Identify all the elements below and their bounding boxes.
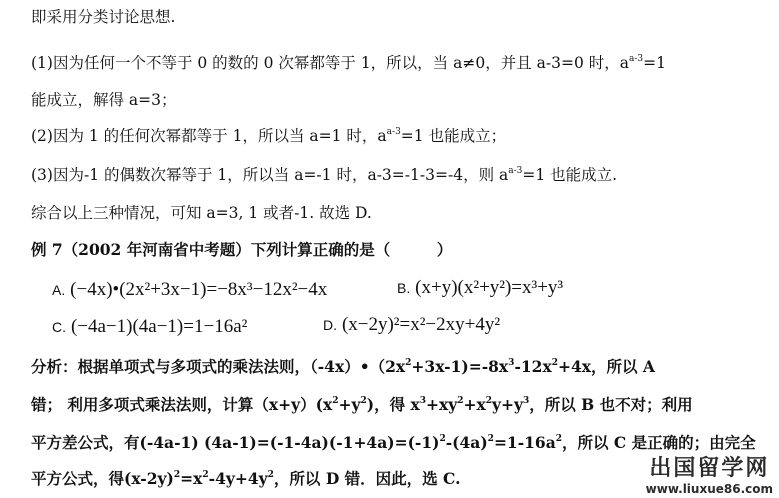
line-conclusion: 综合以上三种情况，可知 a=3, 1 或者-1. 故选 D. xyxy=(31,204,372,222)
exponent: 2 xyxy=(173,470,181,480)
analysis-text: ，所以 B 也不对；利用 xyxy=(529,395,693,414)
watermark-logo xyxy=(646,456,773,496)
analysis-text: +x xyxy=(463,395,486,414)
exponent: 2 xyxy=(487,434,494,444)
analysis-text: )，得 x xyxy=(366,395,420,414)
analysis-text: 错； 利用多项式乘法法则，计算（x+y）(x xyxy=(31,395,333,414)
exponent: 2 xyxy=(267,470,274,480)
analysis-text: +xy xyxy=(426,395,458,414)
exponent: 2 xyxy=(485,396,493,406)
analysis-text: 平方公式，得(x-2y) xyxy=(31,469,174,488)
analysis-text: -12x xyxy=(514,357,552,376)
exponent: 2 xyxy=(360,396,367,406)
case-2-text: (2)因为 1 的任何次幂都等于 1，所以当 a=1 时，a xyxy=(31,127,387,145)
analysis-text: 平方差公式，有(-4a-1) (4a-1)=(-1-4a)(-1+4a)=(-1) xyxy=(31,433,440,452)
option-a-expr: (−4x)•(2x²+3x−1)=−8x³−12x²−4x xyxy=(70,279,328,300)
exponent: a-3 xyxy=(386,127,401,137)
option-d-label: D. xyxy=(323,317,337,333)
option-a xyxy=(52,280,327,300)
watermark-title: 出国留学网 xyxy=(649,456,770,481)
exponent: 2 xyxy=(405,358,412,368)
analysis-text: ，所以 C 是正确的；由完全 xyxy=(562,433,756,452)
option-d xyxy=(323,315,500,335)
exponent: a-3 xyxy=(508,166,523,176)
option-c-expr: (−4a−1)(4a−1)=1−16a² xyxy=(70,316,248,337)
example-7-title: 例 7（2002 年河南省中考题）下列计算正确的是（ ） xyxy=(31,240,453,259)
option-d-expr: (x−2y)²=x²−2xy+4y² xyxy=(341,314,501,335)
case-1-end: =1 xyxy=(643,54,666,72)
option-b xyxy=(397,278,563,298)
analysis-line-3 xyxy=(31,433,756,453)
exponent: 2 xyxy=(551,358,558,368)
case-3-text: (3)因为-1 的偶数次幂等于 1，所以当 a=-1 时，a-3=-1-3=-4，则 a xyxy=(31,166,509,184)
line-case-2 xyxy=(31,126,506,146)
analysis-text: +4x，所以 A xyxy=(557,357,655,376)
case-2-end: =1 也能成立； xyxy=(400,127,507,145)
analysis-text: 分析：根据单项式与多项式的乘法法则，（-4x）•（2x xyxy=(31,357,406,376)
exponent: 2 xyxy=(439,434,446,444)
analysis-text: =1-16a xyxy=(493,433,556,452)
watermark-url: www.liuxue86.com xyxy=(645,482,773,496)
option-c xyxy=(52,317,247,337)
line-case-3 xyxy=(31,165,617,185)
analysis-text: ，所以 D 错．因此，选 C. xyxy=(273,469,461,488)
analysis-text: +3x-1)=-8x xyxy=(411,357,509,376)
analysis-text: +y xyxy=(338,395,361,414)
analysis-text: -4y+4y xyxy=(208,469,268,488)
option-c-label: C. xyxy=(52,319,66,335)
option-b-label: B. xyxy=(397,280,411,296)
exponent: a-3 xyxy=(628,54,644,64)
exponent: 2 xyxy=(555,434,563,444)
analysis-text: =x xyxy=(180,469,203,488)
exponent: 3 xyxy=(523,396,530,406)
line-intro: 即采用分类讨论思想. xyxy=(31,8,176,26)
exponent: 3 xyxy=(419,396,426,406)
case-3-end: =1 也能成立. xyxy=(522,166,618,184)
exponent: 2 xyxy=(457,396,464,406)
analysis-text: y+y xyxy=(492,395,524,414)
analysis-line-1 xyxy=(31,357,655,377)
analysis-text: -(4a) xyxy=(445,433,488,452)
exponent: 2 xyxy=(332,396,339,406)
exponent: 3 xyxy=(508,358,515,368)
exponent: 2 xyxy=(202,470,209,480)
line-case-1-cont: 能成立，解得 a=3； xyxy=(31,91,177,109)
analysis-line-2 xyxy=(31,395,693,415)
line-case-1 xyxy=(31,53,666,73)
analysis-line-4 xyxy=(31,469,461,489)
case-1-text: (1)因为任何一个不等于 0 的数的 0 次幂都等于 1，所以，当 a≠0，并且 a-3=0 时，a xyxy=(31,54,629,72)
option-b-expr: (x+y)(x²+y²)=x³+y³ xyxy=(415,277,564,298)
option-a-label: A. xyxy=(52,282,66,298)
